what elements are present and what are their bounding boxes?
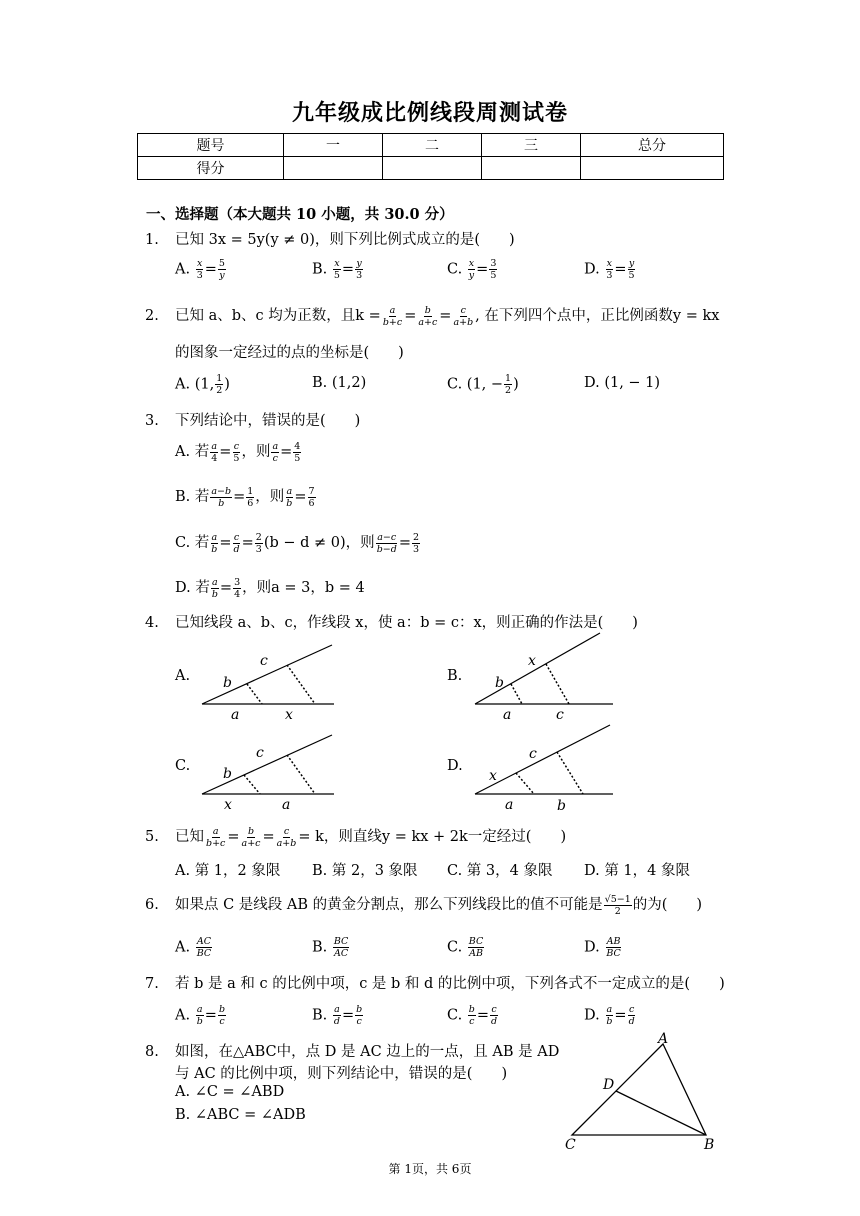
option-label: D. <box>584 261 600 278</box>
fraction: $\frac{a}{b}$ <box>606 1004 613 1027</box>
question-stem: 已知 <box>175 829 204 845</box>
fraction: $\frac{a}{b}$ <box>211 576 218 600</box>
option-label: ，则a = 3，b = 4 <box>242 580 365 596</box>
option-b[interactable]: B. 第 2，3 象限 <box>312 863 418 879</box>
fraction: $\frac{a}{c}$ <box>272 440 279 464</box>
fraction: $\frac{a}{b}$ <box>196 1004 203 1027</box>
question-stem: 如果点 C 是线段 AB 的黄金分割点，那么下列线段比的值不可能是 <box>175 897 603 913</box>
triangle-abc <box>572 1044 706 1135</box>
fraction: $\frac{x}{3}$ <box>196 258 203 281</box>
parallel-dashed-line <box>244 775 260 794</box>
table-cell <box>284 157 383 180</box>
option-label: ) <box>513 376 519 393</box>
section-heading: 一、选择题（本大题共 10 小题，共 30.0 分） <box>146 206 454 223</box>
parallel-dashed-line <box>287 665 315 704</box>
construction-figure-a <box>200 643 340 723</box>
option-a[interactable]: A. 第 1，2 象限 <box>175 863 281 879</box>
option-a[interactable] <box>175 373 230 396</box>
fraction: $\frac{2}{3}$ <box>255 531 262 555</box>
fraction: $\frac{a}{b+c}$ <box>382 304 403 328</box>
option-c[interactable] <box>447 373 519 396</box>
question-stem: 已知线段 a、b、c，作线段 x，使 a：b = c：x，则正确的作法是( ) <box>175 615 638 631</box>
construction-figure-b <box>473 631 618 723</box>
fraction: $\frac{BC}{AB}$ <box>468 936 484 959</box>
option-a[interactable]: A. $\frac{x}{3}$ = $\frac{5}{y}$ <box>175 258 225 281</box>
option-a[interactable]: A. <box>175 668 191 684</box>
fraction: $\frac{BC}{AC}$ <box>333 936 349 959</box>
option-d[interactable]: D. $\frac{a}{b}$ = $\frac{c}{d}$ <box>584 1004 635 1027</box>
option-label: C. (1, − <box>447 376 504 393</box>
option-d[interactable]: D. (1, − 1) <box>584 375 661 391</box>
option-label: ，则 <box>255 489 285 505</box>
option-label: A. <box>175 261 191 278</box>
fraction: $\frac{x}{y}$ <box>468 258 475 281</box>
table-cell: 得分 <box>138 157 284 180</box>
option-c[interactable] <box>447 936 485 959</box>
fraction: $\frac{b}{c}$ <box>356 1004 363 1027</box>
option-b[interactable]: B. $\frac{a}{d}$ = $\frac{b}{c}$ <box>312 1004 363 1027</box>
question-number: 7. <box>145 976 159 992</box>
table-row <box>138 157 724 180</box>
option-label: (b − d ≠ 0)，则 <box>263 535 375 551</box>
table-cell <box>383 157 482 180</box>
construction-figure-c <box>200 733 340 813</box>
vertex-label-a: A <box>658 1031 669 1047</box>
option-a[interactable] <box>175 936 213 959</box>
fraction: $\frac{b}{a+c}$ <box>241 825 261 849</box>
label-c: c <box>529 746 537 762</box>
fraction: $\frac{c}{a+b}$ <box>453 304 474 328</box>
fraction: $\frac{AC}{BC}$ <box>196 936 212 959</box>
parallel-dashed-line <box>546 664 569 704</box>
fraction: $\frac{3}{4}$ <box>234 576 241 600</box>
fraction: $\frac{a}{b}$ <box>211 531 218 555</box>
fraction: $\frac{a-c}{b-d}$ <box>376 531 397 555</box>
option-b[interactable]: B. ∠ABC = ∠ADB <box>175 1107 306 1123</box>
question-2-line-2: 的图象一定经过的点的坐标是( ) <box>175 345 404 361</box>
label-c: c <box>556 707 564 723</box>
fraction: $\frac{1}{6}$ <box>247 485 254 509</box>
question-7 <box>145 972 725 993</box>
fraction: $\frac{a}{b}$ <box>286 485 293 509</box>
fraction: $\frac{b}{c}$ <box>218 1004 226 1027</box>
table-cell <box>482 157 581 180</box>
option-d[interactable]: D. <box>447 758 463 774</box>
vertex-label-c: C <box>565 1137 576 1153</box>
label-b: b <box>223 766 232 782</box>
option-label: ，则 <box>241 444 271 460</box>
option-b[interactable]: B. 若 $\frac{a-b}{b}$ = $\frac{1}{6}$ ，则 $\frac{a}{b}$ = $\frac{7}{6}$ <box>175 485 315 509</box>
question-number: 6. <box>145 897 159 913</box>
question-5: 5. 已知 $\frac{a}{b+c}$ = $\frac{b}{a+c}$ = $\frac{c}{a+b}$ = k，则直线y = kx + 2k一定经过( ) <box>145 825 567 849</box>
fraction: $\frac{2}{3}$ <box>412 531 420 555</box>
label-b: b <box>495 675 504 691</box>
vertex-label-d: D <box>603 1077 615 1093</box>
option-label: A. 若 <box>175 444 210 460</box>
option-c[interactable]: C. $\frac{b}{c}$ = $\frac{c}{d}$ <box>447 1004 498 1027</box>
label-x: x <box>489 768 497 784</box>
fraction: $\frac{x}{5}$ <box>333 258 340 281</box>
option-label: B. 若 <box>175 489 210 505</box>
fraction: $\frac{7}{6}$ <box>308 485 315 509</box>
page-footer: 第 1页，共 6页 <box>388 1162 472 1176</box>
question-number: 8. <box>145 1044 159 1060</box>
option-label: B. <box>312 1007 328 1024</box>
question-stem: 已知 3x = 5y(y ≠ 0)，则下列比例式成立的是( ) <box>175 232 515 248</box>
label-c: c <box>260 653 268 669</box>
option-label: B. <box>312 939 328 956</box>
fraction: $\frac{c}{d}$ <box>233 531 240 555</box>
fraction: $\frac{4}{5}$ <box>294 440 301 464</box>
label-x: x <box>528 653 536 669</box>
fraction: $\frac{c}{d}$ <box>628 1004 635 1027</box>
option-label: A. <box>175 939 191 956</box>
triangle-figure <box>560 1030 720 1155</box>
question-8-line-2: 与 AC 的比例中项，则下列结论中，错误的是( ) <box>175 1066 508 1082</box>
table-cell: 题号 <box>138 134 284 157</box>
question-3 <box>145 409 360 430</box>
option-c[interactable]: C. <box>175 758 191 774</box>
parallel-dashed-line <box>287 755 315 794</box>
option-d[interactable]: D. 若 $\frac{a}{b}$ = $\frac{3}{4}$ ，则a = 3，b = 4 <box>175 576 365 600</box>
parallel-dashed-line <box>511 684 522 704</box>
question-stem: , 在下列四个点中，正比例函数y = kx <box>475 308 720 324</box>
table-cell: 三 <box>482 134 581 157</box>
fraction: $\frac{a}{b+c}$ <box>206 825 226 849</box>
table-cell: 总分 <box>581 134 724 157</box>
score-table <box>137 133 724 180</box>
option-d[interactable]: D. $\frac{x}{3}$ = $\frac{y}{5}$ <box>584 258 635 281</box>
page-title: 九年级成比例线段周测试卷 <box>291 100 568 126</box>
option-a[interactable]: A. 若 $\frac{a}{4}$ = $\frac{c}{5}$ ，则 $\frac{a}{c}$ = $\frac{4}{5}$ <box>175 440 301 464</box>
option-a[interactable]: A. ∠C = ∠ABD <box>175 1084 285 1100</box>
fraction: $\frac{3}{5}$ <box>490 258 497 281</box>
fraction: $\frac{1}{2}$ <box>216 373 223 396</box>
label-a: a <box>503 707 512 723</box>
parallel-dashed-line <box>247 684 262 704</box>
table-cell <box>581 157 724 180</box>
vertex-label-b: B <box>704 1137 715 1153</box>
option-c[interactable]: C. 若 $\frac{a}{b}$ = $\frac{c}{d}$ = $\frac{2}{3}$ (b − d ≠ 0)，则 $\frac{a-c}{b-d}$ = $\frac{2}{3}$ <box>175 531 420 555</box>
option-label: B. <box>312 261 328 278</box>
fraction: $\frac{a-b}{b}$ <box>211 485 232 509</box>
fraction: $\frac{a}{4}$ <box>211 440 218 464</box>
label-c: c <box>256 745 264 761</box>
option-label: A. (1, <box>175 376 215 393</box>
option-b[interactable] <box>312 936 350 959</box>
label-x: x <box>224 797 232 813</box>
question-2: 2. 已知 a、b、c 均为正数，且k = $\frac{a}{b+c}$ = $\frac{b}{a+c}$ = $\frac{c}{a+b}$ , 在下列四个点中，正比例函数y = kx <box>145 304 720 328</box>
label-b: b <box>223 675 232 691</box>
option-label: ) <box>224 376 230 393</box>
fraction: $\frac{√5-1}{2}$ <box>604 893 631 917</box>
segment-bd <box>616 1091 706 1135</box>
fraction: $\frac{c}{5}$ <box>233 440 240 464</box>
fraction: $\frac{c}{a+b}$ <box>276 825 297 849</box>
question-6 <box>145 893 702 917</box>
question-stem: 如图，在△ABC中，点 D 是 AC 边上的一点，且 AB 是 AD <box>175 1044 560 1060</box>
question-number: 5. <box>145 829 159 845</box>
ray-line <box>202 735 332 794</box>
option-b[interactable]: B. (1,2) <box>312 375 367 391</box>
option-label: C. <box>447 939 463 956</box>
label-x: x <box>285 707 293 723</box>
question-8 <box>145 1040 559 1061</box>
parallel-dashed-line <box>516 773 534 794</box>
parallel-dashed-line <box>557 752 583 794</box>
fraction: $\frac{5}{y}$ <box>218 258 225 281</box>
option-d[interactable]: D. 第 1，4 象限 <box>584 863 690 879</box>
label-b: b <box>557 798 566 813</box>
option-label: D. <box>584 1007 600 1024</box>
option-label: C. <box>447 1007 463 1024</box>
question-stem: 已知 a、b、c 均为正数，且k = <box>175 308 381 324</box>
fraction: $\frac{b}{c}$ <box>468 1004 475 1027</box>
option-label: C. 若 <box>175 535 210 551</box>
question-1 <box>145 228 515 249</box>
question-stem: = k，则直线y = kx + 2k一定经过( ) <box>298 829 567 845</box>
question-number: 2. <box>145 308 159 324</box>
question-number: 1. <box>145 232 159 248</box>
option-c[interactable]: C. $\frac{x}{y}$ = $\frac{3}{5}$ <box>447 258 497 281</box>
option-b[interactable]: B. <box>447 668 463 684</box>
option-a[interactable]: A. $\frac{a}{b}$ = $\frac{b}{c}$ <box>175 1004 226 1027</box>
table-cell: 二 <box>383 134 482 157</box>
question-stem: 下列结论中，错误的是( ) <box>175 413 361 429</box>
fraction: $\frac{y}{5}$ <box>628 258 635 281</box>
label-a: a <box>282 797 291 813</box>
fraction: $\frac{x}{3}$ <box>606 258 613 281</box>
option-d[interactable] <box>584 936 623 959</box>
fraction: $\frac{AB}{BC}$ <box>606 936 621 959</box>
ray-line <box>475 633 600 704</box>
construction-figure-d <box>473 723 618 813</box>
label-a: a <box>231 707 240 723</box>
option-label: D. <box>584 939 600 956</box>
fraction: $\frac{1}{2}$ <box>505 373 512 396</box>
question-stem: 的为( ) <box>632 897 703 913</box>
question-number: 3. <box>145 413 159 429</box>
fraction: $\frac{b}{a+c}$ <box>418 304 438 328</box>
fraction: $\frac{a}{d}$ <box>333 1004 340 1027</box>
option-label: C. <box>447 261 463 278</box>
label-a: a <box>505 797 514 813</box>
question-number: 4. <box>145 615 159 631</box>
option-c[interactable]: C. 第 3，4 象限 <box>447 863 553 879</box>
fraction: $\frac{c}{d}$ <box>491 1004 498 1027</box>
question-stem: 若 b 是 a 和 c 的比例中项，c 是 b 和 d 的比例中项，下列各式不一定成立的是( ) <box>175 976 725 992</box>
table-cell: 一 <box>284 134 383 157</box>
option-b[interactable]: B. $\frac{x}{5}$ = $\frac{y}{3}$ <box>312 258 363 281</box>
option-label: A. <box>175 1007 191 1024</box>
option-label: D. 若 <box>175 580 210 596</box>
question-4 <box>145 611 638 632</box>
table-row <box>138 134 724 157</box>
fraction: $\frac{y}{3}$ <box>356 258 363 281</box>
